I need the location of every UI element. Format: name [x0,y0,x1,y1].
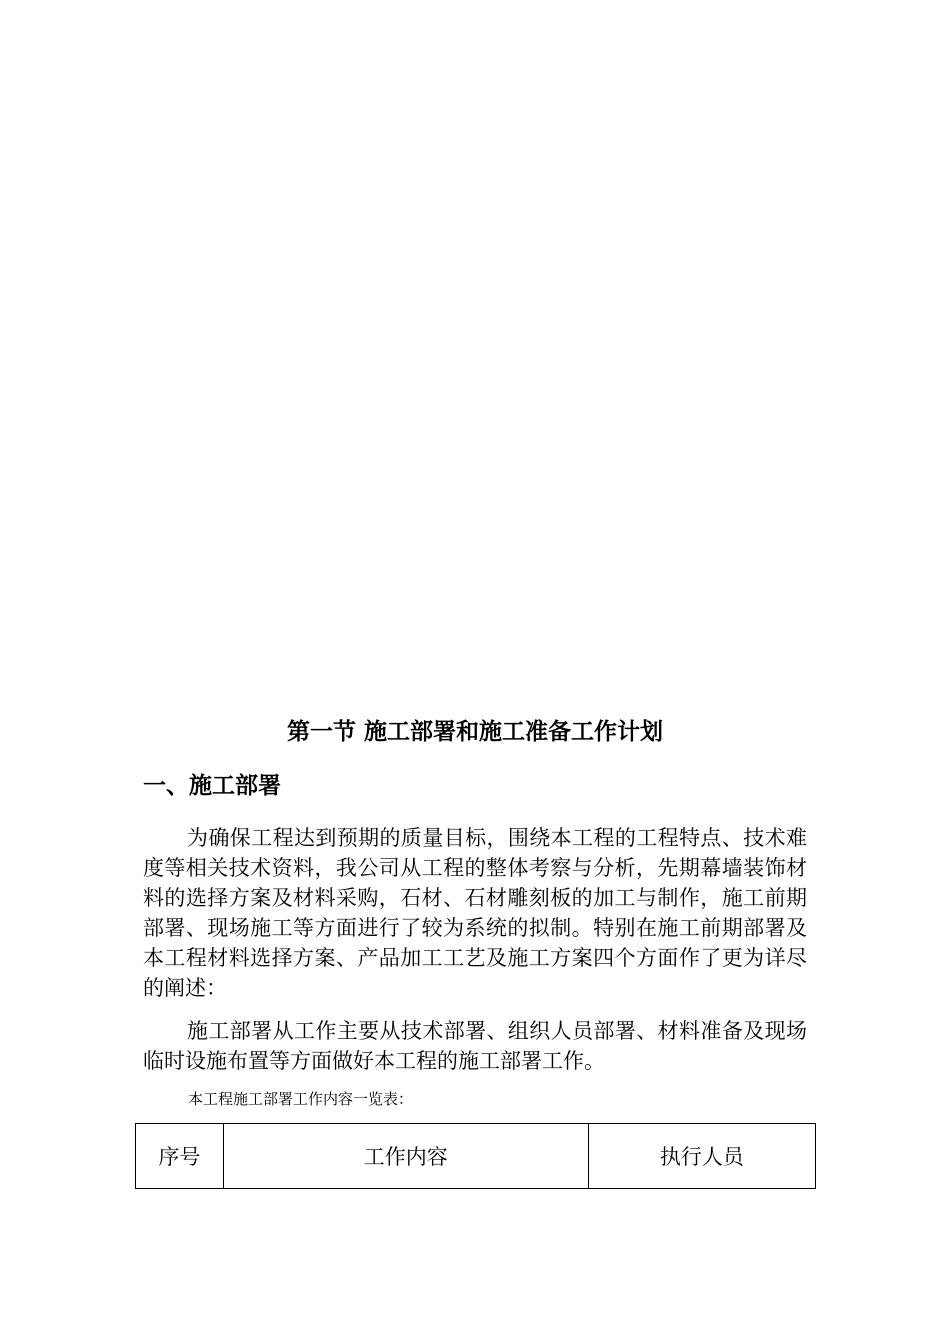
header-work-content: 工作内容 [223,1124,588,1189]
header-sequence: 序号 [136,1124,224,1189]
table-caption: 本工程施工部署工作内容一览表： [188,1090,414,1108]
subsection-heading: 一、施工部署 [143,773,281,799]
header-executor: 执行人员 [588,1124,815,1189]
work-content-table [135,1123,816,1189]
table-header-row [136,1124,816,1189]
intro-paragraph: 为确保工程达到预期的质量目标，围绕本工程的工程特点、技术难度等相关技术资料，我公司从工程的整体考察与分析，先期幕墙装饰材料的选择方案及材料采购，石材、石材雕刻板的加工与制作，施工前期部署、现场施工等方面进行了较为系统的拟制。特别在施工前期部署及本工程材料选择方案、产品加工工艺及施工方案四个方面作了更为详尽的阐述： [143,826,807,1000]
section-title: 第一节 施工部署和施工准备工作计划 [286,719,663,745]
deployment-paragraph: 施工部署从工作主要从技术部署、组织人员部署、材料准备及现场临时设施布置等方面做好本工程的施工部署工作。 [143,1019,807,1073]
